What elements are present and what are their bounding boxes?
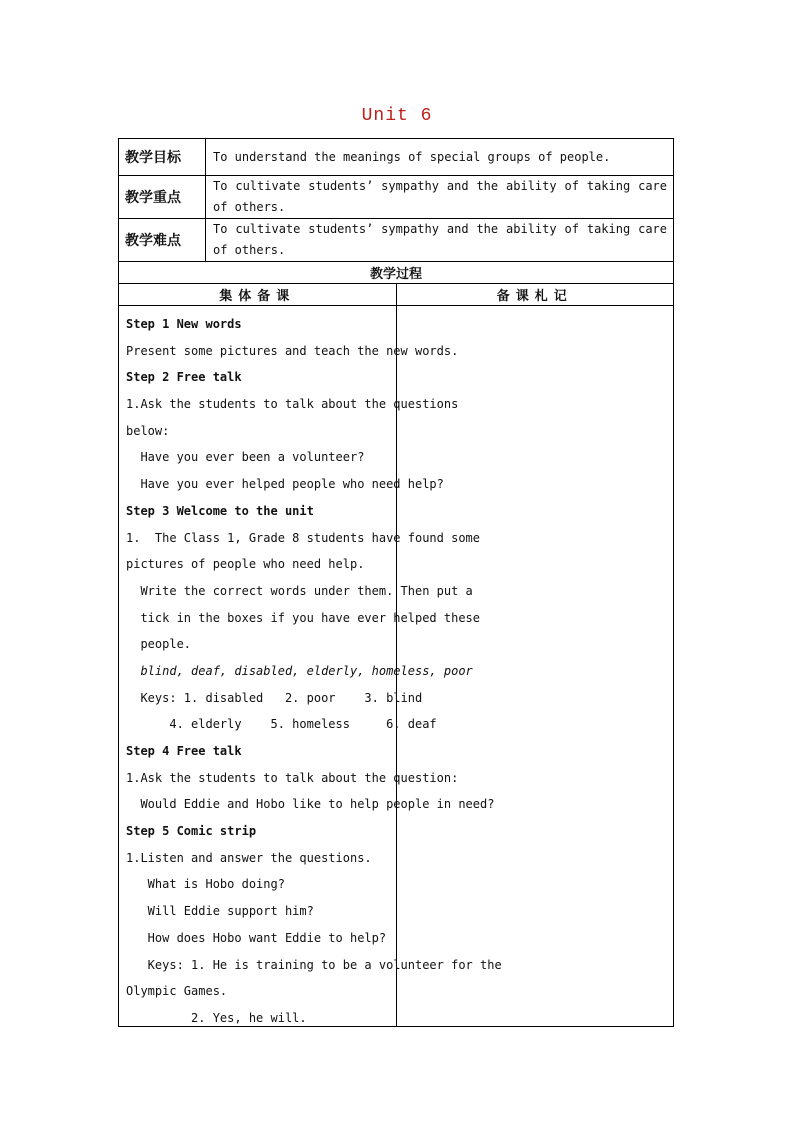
answer-keys: 4. elderly 5. homeless 6. deaf bbox=[126, 717, 437, 732]
answer-keys: 2. Yes, he will. bbox=[126, 1010, 307, 1025]
difficulty-row bbox=[119, 219, 674, 262]
difficulty-text: To cultivate students’ sympathy and the ability of taking care of others. bbox=[206, 219, 674, 262]
step-heading: Step 1 New words bbox=[126, 317, 242, 331]
objective-row bbox=[119, 139, 674, 176]
step-line: Present some pictures and teach the new words. bbox=[126, 343, 459, 358]
answer-keys: Olympic Games. bbox=[126, 984, 228, 999]
step-line: Have you ever been a volunteer? bbox=[126, 450, 365, 465]
step-heading: Step 2 Free talk bbox=[126, 370, 242, 385]
lesson-steps bbox=[119, 306, 502, 1026]
prep-notes-header: 备课札记 bbox=[396, 284, 673, 306]
step-line: 1.Ask the students to talk about the question: bbox=[126, 770, 459, 785]
key-point-text: To cultivate students’ sympathy and the ability of taking care of others. bbox=[206, 176, 674, 219]
step-line: What is Hobo doing? bbox=[126, 877, 285, 892]
word-list: blind, deaf, disabled, elderly, homeless, poor bbox=[126, 663, 473, 678]
step-heading: Step 3 Welcome to the unit bbox=[126, 503, 314, 518]
step-heading: Step 5 Comic strip bbox=[126, 824, 257, 839]
step-line: 1. The Class 1, Grade 8 students have found some bbox=[126, 530, 481, 545]
objective-label: 教学目标 bbox=[119, 139, 206, 176]
lesson-plan-table bbox=[118, 138, 674, 1027]
difficulty-label: 教学难点 bbox=[119, 219, 206, 262]
key-point-row bbox=[119, 176, 674, 219]
key-point-label: 教学重点 bbox=[119, 176, 206, 219]
answer-keys: Keys: 1. He is training to be a volunteer for the bbox=[126, 957, 502, 972]
answer-keys: Keys: 1. disabled 2. poor 3. blind bbox=[126, 690, 423, 705]
step-line: people. bbox=[126, 637, 192, 652]
step-line: pictures of people who need help. bbox=[126, 557, 365, 572]
step-line: 1.Ask the students to talk about the questions bbox=[126, 397, 459, 412]
lesson-steps-cell bbox=[119, 306, 502, 1027]
step-line: Would Eddie and Hobo like to help people in need? bbox=[126, 797, 495, 812]
step-line: tick in the boxes if you have ever helped these bbox=[126, 610, 481, 625]
step-line: Write the correct words under them. Then put a bbox=[126, 583, 473, 598]
step-heading: Step 4 Free talk bbox=[126, 744, 242, 758]
step-line: below: bbox=[126, 423, 170, 438]
page-title: Unit 6 bbox=[361, 106, 433, 126]
teaching-process-header: 教学过程 bbox=[119, 262, 673, 284]
step-line: Will Eddie support him? bbox=[126, 904, 314, 919]
step-line: How does Hobo want Eddie to help? bbox=[126, 930, 387, 945]
step-line: Have you ever helped people who need help? bbox=[126, 477, 444, 492]
objective-text: To understand the meanings of special groups of people. bbox=[206, 139, 674, 176]
collective-prep-header: 集体备课 bbox=[119, 284, 396, 306]
step-line: 1.Listen and answer the questions. bbox=[126, 850, 372, 865]
